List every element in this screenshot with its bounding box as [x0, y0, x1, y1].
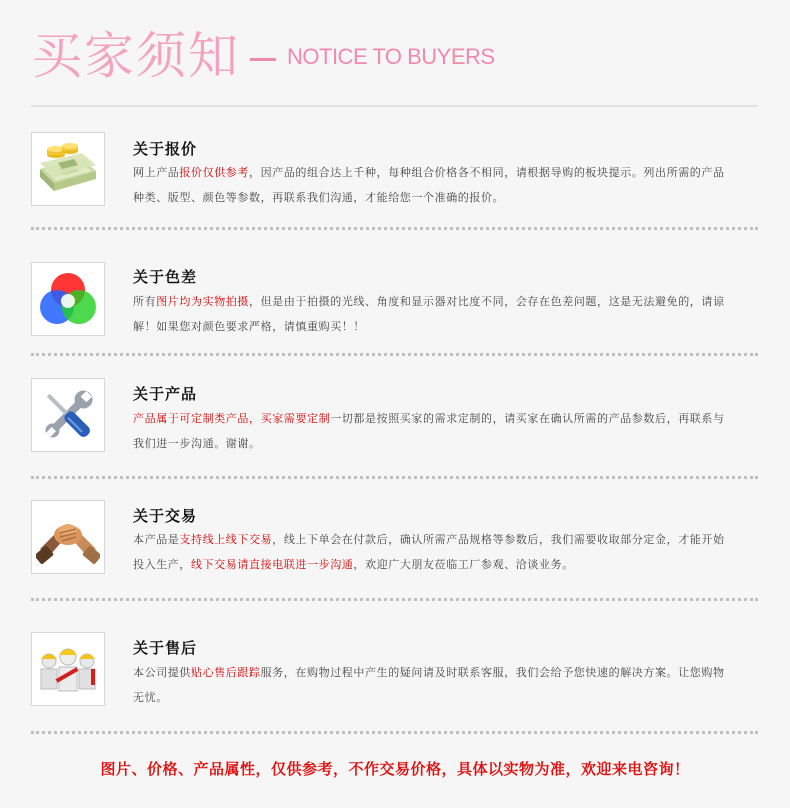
- body-text: ，线上下单会在付款后，确认所需产品规格等参数后，我们需要收取部分定金，才能开始投入生产，: [133, 533, 725, 571]
- color-circles-icon: [31, 262, 105, 336]
- body-text: 服务，在购物过程中产生的疑问请及时联系客服，我们会给予您快速的解决方案。让您购物无忧。: [133, 666, 725, 704]
- body-text: ，因产品的组合达上千种，每种组合价格各不相同，请根据导购的板块提示。列出所需的产品种类、版型、颜色等参数，再联系我们沟通，才能给您一个准确的报价。: [133, 166, 725, 204]
- section-divider: [31, 731, 758, 734]
- body-text: ，欢迎广大朋友莅临工厂参观、洽谈业务。: [353, 558, 574, 571]
- section-text: [133, 160, 733, 210]
- section-divider: [31, 476, 758, 479]
- page-title: 买家须知: [32, 27, 240, 85]
- body-text: 本公司提供: [133, 666, 191, 679]
- section-title: 关于产品: [133, 385, 198, 403]
- handshake-icon: [31, 500, 105, 574]
- highlight-text: 支持线上线下交易: [179, 533, 273, 546]
- section-title: 关于售后: [133, 639, 198, 657]
- body-text: 所有: [133, 295, 157, 308]
- money-stack-icon: [31, 132, 105, 206]
- body-text: ，但是由于拍摄的光线、角度和显示器对比度不同，会存在色差问题，这是无法避免的，请谅解！如果您对颜色要求严格，请慎重购买！！: [133, 295, 725, 333]
- support-team-icon: [31, 632, 105, 706]
- wrench-screwdriver-icon: [31, 378, 105, 452]
- section-divider: [31, 353, 758, 356]
- section-title: 关于交易: [133, 507, 198, 525]
- header-divider: [31, 105, 758, 107]
- highlight-text: 产品属于可定制类产品，买家需要定制: [133, 412, 331, 425]
- highlight-text: 图片均为实物拍摄: [156, 295, 250, 308]
- section-title: 关于色差: [133, 268, 198, 286]
- footer-notice: 图片、价格、产品属性，仅供参考，不作交易价格，具体以实物为准，欢迎来电咨询！: [100, 760, 690, 778]
- highlight-text: 报价仅供参考: [179, 166, 250, 179]
- page-subtitle: NOTICE TO BUYERS: [287, 44, 495, 69]
- body-text: 一切都是按照买家的需求定制的，请买家在确认所需的产品参数后，再联系与我们进一步沟通。谢谢。: [133, 412, 725, 450]
- section-text: [133, 289, 733, 339]
- section-text: [133, 660, 733, 710]
- section-title: 关于报价: [133, 140, 198, 158]
- section-text: [133, 406, 733, 456]
- title-separator: [250, 58, 276, 61]
- section-divider: [31, 227, 758, 230]
- body-text: 网上产品: [133, 166, 180, 179]
- section-divider: [31, 598, 758, 601]
- highlight-text: 贴心售后跟踪: [191, 666, 261, 679]
- highlight-text: 线下交易请直接电联进一步沟通: [191, 558, 354, 571]
- body-text: 本产品是: [133, 533, 180, 546]
- section-text: [133, 527, 733, 577]
